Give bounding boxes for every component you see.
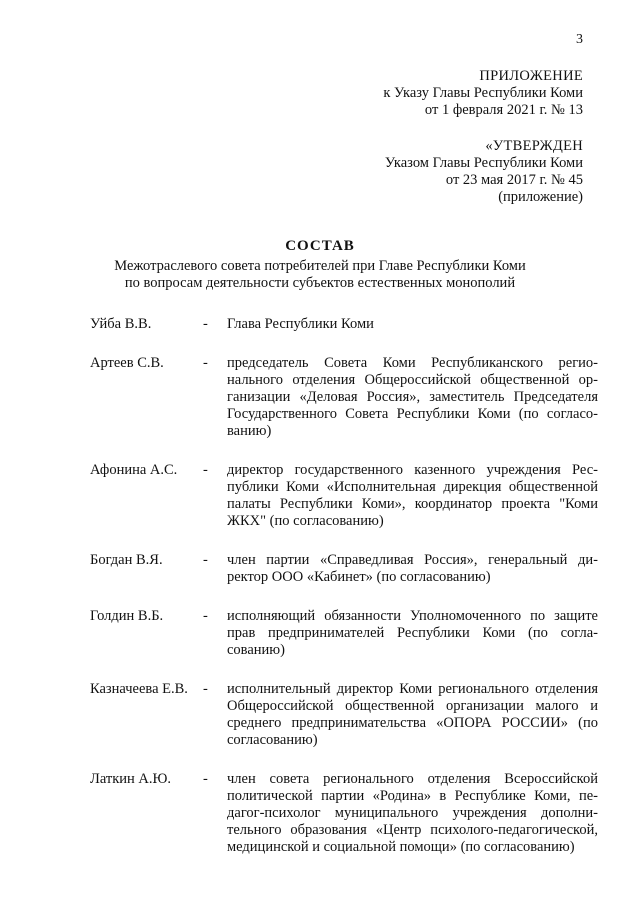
member-name: Голдин В.Б. [90,608,164,624]
member-name: Уйба В.В. [90,316,152,332]
member-row [90,316,598,333]
members-list [90,316,598,878]
member-row [90,462,598,530]
member-dash: - [203,355,208,371]
subtitle-line-1: Межотраслевого совета потребителей при Главе Республики Коми [114,258,526,274]
appendix-line-1: к Указу Главы Республики Коми [383,85,583,101]
member-role: член совета регионального отделения Всероссийской политической партии «Родина» в Республике Коми, педагог-психолог муниципального учреждения дополнительного образования «Центр психолого-педагогической, медицинской и социальной помощи» (по согласованию) [227,771,598,855]
member-row [90,552,598,586]
approved-line-3: (приложение) [498,189,583,205]
member-role: председатель Совета Коми Республиканского регионального отделения Общероссийской общественной организации «Деловая Россия», заместитель Председателя Государственного Совета Республики Коми (по согласованию) [227,355,598,439]
document-title: СОСТАВ [285,238,355,254]
member-dash: - [203,771,208,787]
page-number: 3 [576,32,583,47]
subtitle-line-2: по вопросам деятельности субъектов естественных монополий [124,275,516,291]
member-role: исполнительный директор Коми регионального отделения Общероссийской общественной организации малого и среднего предпринимательства «ОПОРА РОССИИ» (по согласованию) [227,681,598,748]
member-row [90,681,598,749]
member-role: исполняющий обязанности Уполномоченного по защите прав предпринимателей Республики Коми (по согласованию) [227,608,598,658]
approved-line-2: от 23 мая 2017 г. № 45 [445,172,583,188]
appendix-line-2: от 1 февраля 2021 г. № 13 [424,102,583,118]
member-dash: - [203,608,208,624]
member-name: Артеев С.В. [90,355,164,371]
member-dash: - [203,681,208,697]
member-role: член партии «Справедливая Россия», генеральный директор ООО «Кабинет» (по согласованию) [227,552,598,585]
approved-title: «УТВЕРЖДЕН [485,138,583,154]
member-row [90,771,598,856]
approved-line-1: Указом Главы Республики Коми [384,155,583,171]
member-role: директор государственного казенного учреждения Республики Коми «Исполнительная дирекция общественной палаты Республики Коми», координатор проекта "Коми ЖКХ" (по согласованию) [227,462,598,529]
member-row [90,355,598,440]
member-dash: - [203,462,208,478]
document-subtitle [0,258,640,292]
member-name: Латкин А.Ю. [90,771,172,787]
member-name: Богдан В.Я. [90,552,163,568]
member-role: Глава Республики Коми [227,316,374,332]
appendix-title: ПРИЛОЖЕНИЕ [479,68,583,84]
member-dash: - [203,316,208,332]
approved-block [385,138,583,206]
member-row [90,608,598,659]
member-dash: - [203,552,208,568]
appendix-block [383,68,583,119]
member-name: Афонина А.С. [90,462,178,478]
member-name: Казначеева Е.В. [90,681,188,697]
